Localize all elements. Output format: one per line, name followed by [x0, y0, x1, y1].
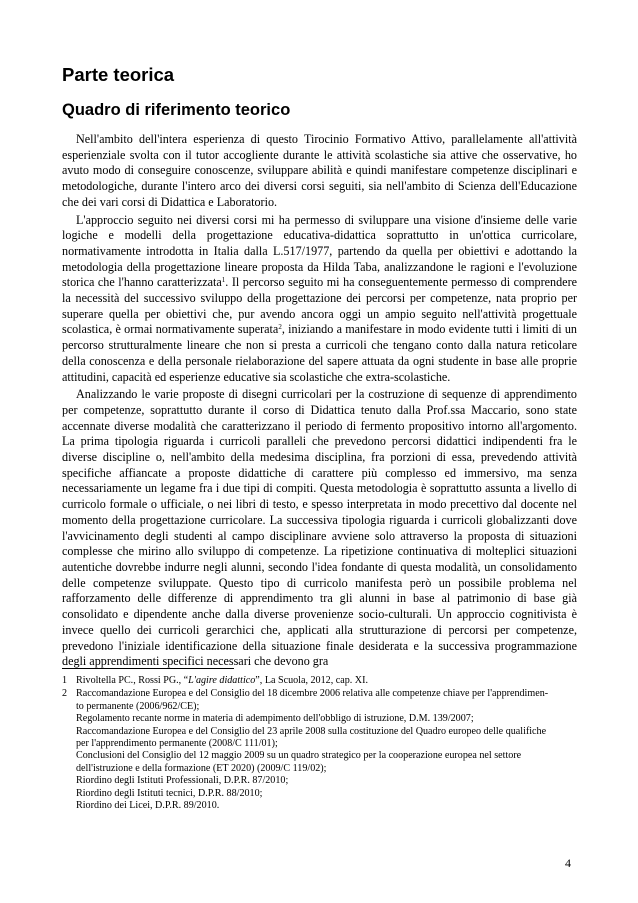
page-number: 4	[565, 856, 571, 870]
section-heading: Parte teorica	[62, 64, 175, 85]
footnotes	[62, 675, 577, 812]
footnote-2-line: dell'istruzione e della formazione (ET 2020) (2009/C 119/02);	[76, 762, 327, 774]
paragraph-2	[62, 213, 577, 386]
footnote-2-line: Conclusioni del Consiglio del 12 maggio 2009 su un quadro strategico per la cooperazione europea nel settore	[76, 750, 522, 762]
footnote-2-line: Riordino degli Istituti Professionali, D.P.R. 87/2010;	[76, 775, 289, 787]
paragraph-3: Analizzando le varie proposte di disegni curricolari per la costruzione di sequenze di apprendimento per competenze, soprattutto durante il corso di Didattica tenuto dalla Prof.ssa Maccario, sono state accennate diverse modalità che caratterizzano il periodo di fermento propositivo intorno all'argomento. La prima tipologia riguarda i curricoli paralleli che prevedono percorsi didattici indipendenti fra le diverse discipline o, nell'ambito della medesima disciplina, fra porzioni di essa, prevedendo attività specifiche affiancate a proposte didattiche di carattere più complesso ed immersivo, ma senza necessariamente un legame fra i due tipi di compiti. Questa metodologia è soprattutto assunta a livello di curricolo formale o ufficiale, o nei libri di testo, e spesso interpretata in modo precettivo dal docente nel momento della progettazione curricolare. La successiva tipologia riguarda i curricoli globalizzanti dove l'avvicinamento degli studenti al campo disciplinare avviene solo attraverso la proposta di situazioni complesse che mirino allo sviluppo di competenze. La ripetizione continuativa di molteplici situazioni autentiche dovrebbe indurre negli alunni, secondo l'idea fondante di questa modalità, un consolidamento delle competenze sviluppate. Questo tipo di curricolo manifesta però un possibile problema nel rafforzamento delle differenze di apprendimento tra gli alunni in base al patrimonio di base già consolidato e dipendente anche dalla diverse provenienze socio-culturali. Un approccio cognitivista è invece quello dei curricoli gerarchici che, applicati alla strutturazione di percorsi per competenze, prevedono l'iniziale identificazione della situazione finale desiderata e la successiva programmazione degli apprendimenti specifici necessari che devono gra	[62, 387, 577, 669]
subsection-heading: Quadro di riferimento teorico	[62, 101, 291, 119]
footnote-ref-1: 1	[221, 276, 226, 285]
footnote-number: 1	[62, 675, 68, 686]
footnote-2-line: Raccomandazione Europea e del Consiglio del 23 aprile 2008 sulla costituzione del Quadro europeo delle qualifiche	[76, 725, 547, 737]
footnote-2-line: per l'apprendimento permanente (2008/C 111/01);	[76, 738, 278, 750]
body-text	[62, 132, 577, 670]
footnote-divider	[62, 668, 234, 669]
paragraph-2-part-a: L'approccio seguito nei diversi corsi mi ha permesso di sviluppare una visione d'insieme delle varie logiche e modelli della progettazione educativa-didattica soprattutto in un'ottica curricolare, normativamente introdotta in Italia dalla L.517/1977, partendo da quella per obiettivi e adottando la metodologia della progettazione lineare proposta da Hilda Taba, analizzandone le ragioni e l'evoluzione storica che l'hanno caratterizzata	[62, 212, 577, 290]
footnote-2-line: Regolamento recante norme in materia di adempimento dell'obbligo di istruzione, D.M. 139/2007;	[76, 713, 474, 725]
footnote-1	[62, 675, 577, 687]
footnote-2-line: to permanente (2006/962/CE);	[76, 700, 200, 712]
footnote-2-line: Raccomandazione Europea e del Consiglio del 18 dicembre 2006 relativa alle competenze chiave per l'apprendimen-	[76, 688, 549, 700]
footnote-1-authors: Rivoltella PC., Rossi PG., “	[76, 675, 189, 686]
footnote-2-line: Riordino dei Licei, D.P.R. 89/2010.	[76, 800, 220, 812]
paragraph-2-part-c: , iniziando a manifestare in modo evidente tutti i limiti di un percorso strutturalmente lineare che non si presta a curricoli che tengano conto dalla natura reticolare della conoscenza e della personale rielaborazione del sapere attuata da ogni studente in base alle proprie attitudini, capacità ed esperienze educative sia scolastiche che extra-scolastiche.	[62, 322, 577, 384]
paragraph-1: Nell'ambito dell'intera esperienza di questo Tirocinio Formativo Attivo, parallelamente all'attività esperienziale svolta con il tutor accogliente durante le attività scolastiche sia attive che osservative, ho avuto modo di conseguire conoscenze, sviluppare abilità e quindi manifestare competenze disciplinari e metodologiche, durante l'intero arco dei diversi corsi seguiti, sia nell'ambito di Scienza dell'Educazione che dei vari corsi di Didattica e Laboratorio.	[62, 132, 577, 209]
footnote-2-line: Riordino degli Istituti tecnici, D.P.R. 88/2010;	[76, 787, 263, 799]
footnote-text	[76, 675, 368, 686]
footnote-ref-2: 2	[278, 323, 282, 332]
paragraph-2-part-b: . Il percorso seguito mi ha conseguentemente permesso di comprendere la necessità del successivo sviluppo della progettazione dei percorsi per competenze, nata proprio per superare quella per obiettivi che, pur avendo ancora oggi un ampio seguito nell'attività progettuale scolastica, è ormai normativamente superata	[62, 275, 578, 337]
footnote-1-source: ”, La Scuola, 2012, cap. XI.	[255, 675, 368, 686]
footnote-1-title: L'agire didattico	[188, 675, 256, 686]
footnote-number: 2	[62, 688, 68, 700]
footnote-2	[62, 688, 577, 812]
